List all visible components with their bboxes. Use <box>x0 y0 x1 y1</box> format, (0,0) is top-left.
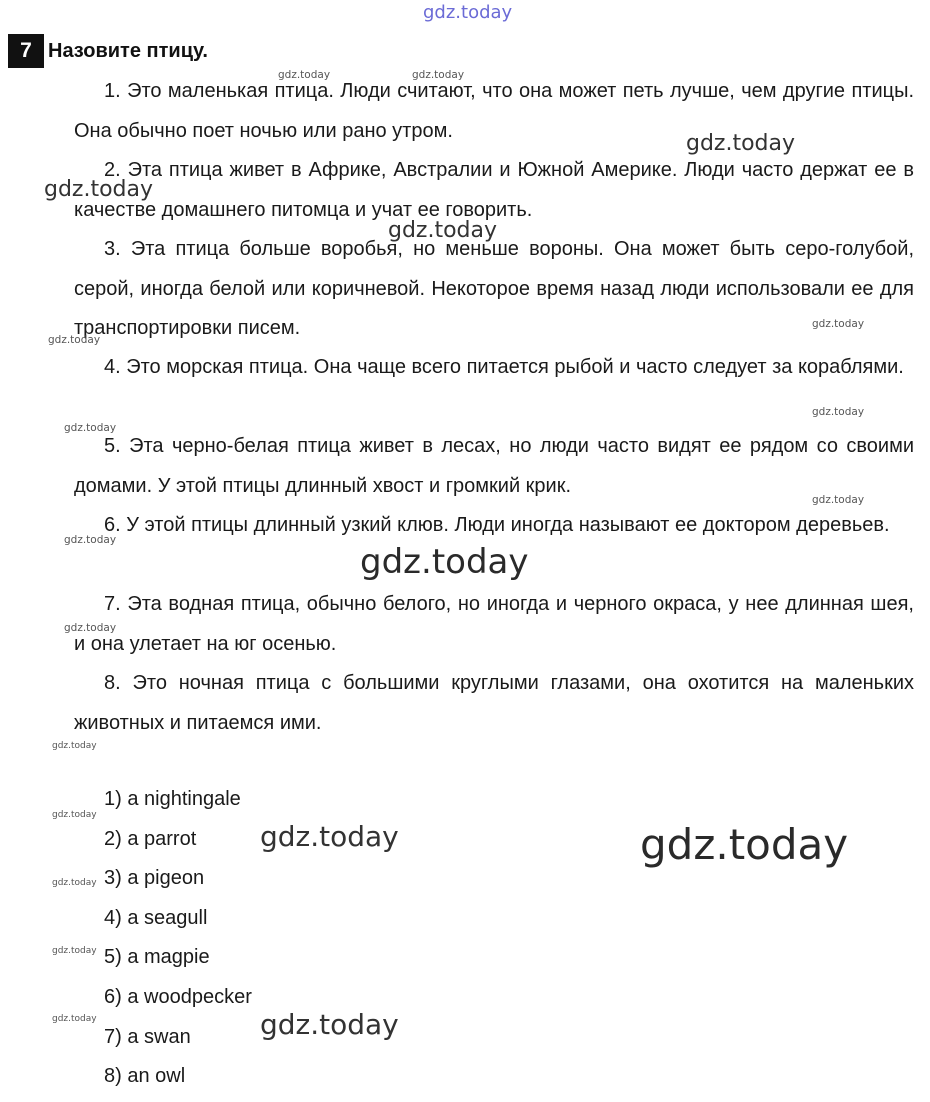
watermark: gdz.today <box>812 406 865 418</box>
watermark: gdz.today <box>412 69 465 81</box>
watermark: gdz.today <box>812 318 865 330</box>
answer-item: 2) a parrot <box>104 827 197 850</box>
item-number: 7. <box>104 593 121 615</box>
watermark: gdz.today <box>388 218 498 243</box>
list-item <box>74 427 914 506</box>
watermark: gdz.today <box>260 1008 399 1041</box>
item-text: Это ночная птица с большими круглыми глазами, она охотится на маленьких животных и питаемся ими. <box>74 672 915 734</box>
answer-item: 7) a swan <box>104 1025 191 1048</box>
list-item <box>74 585 914 664</box>
watermark: gdz.today <box>44 177 154 202</box>
watermark: gdz.today <box>260 820 399 853</box>
watermark: gdz.today <box>52 878 97 888</box>
task-title: Назовите птицу. <box>48 39 208 62</box>
item-text: Эта водная птица, обычно белого, но иногда и черного окраса, у нее длинная шея, и она улетает на юг осенью. <box>74 593 914 655</box>
item-number: 1. <box>104 80 121 102</box>
watermark: gdz.today <box>52 810 97 820</box>
item-text: Это маленькая птица. Люди считают, что она может петь лучше, чем другие птицы. Она обычно поет ночью или рано утром. <box>74 80 915 142</box>
answer-item: 5) a magpie <box>104 946 210 969</box>
answer-item: 1) a nightingale <box>104 788 241 810</box>
watermark: gdz.today <box>360 542 529 582</box>
item-text: У этой птицы длинный узкий клюв. Люди иногда называют ее доктором деревьев. <box>126 514 890 536</box>
watermark: gdz.today <box>640 820 849 869</box>
task-header <box>8 34 208 68</box>
watermark: gdz.today <box>52 946 97 956</box>
list-item <box>74 348 914 427</box>
answer-item: 6) a woodpecker <box>104 985 252 1008</box>
answer-item: 8) an owl <box>104 1065 186 1088</box>
list-item <box>74 664 914 743</box>
watermark: gdz.today <box>64 534 117 546</box>
watermark: gdz.today <box>64 622 117 634</box>
item-number: 8. <box>104 672 121 694</box>
watermark: gdz.today <box>52 741 97 751</box>
items-list <box>74 72 914 743</box>
item-number: 5. <box>104 435 121 457</box>
item-text: Эта птица живет в Африке, Австралии и Южной Америке. Люди часто держат ее в качестве домашнего питомца и учат ее говорить. <box>74 159 914 221</box>
item-text: Это морская птица. Она чаще всего питается рыбой и часто следует за кораблями. <box>126 356 904 378</box>
watermark: gdz.today <box>278 69 331 81</box>
watermark: gdz.today <box>48 334 101 346</box>
answer-item: 4) a seagull <box>104 906 208 929</box>
watermark: gdz.today <box>64 422 117 434</box>
watermark: gdz.today <box>686 131 796 156</box>
watermark-top: gdz.today <box>423 2 513 23</box>
item-number: 2. <box>104 159 121 181</box>
item-text: Эта черно-белая птица живет в лесах, но люди часто видят ее рядом со своими домами. У этой птицы длинный хвост и громкий крик. <box>74 435 914 497</box>
watermark: gdz.today <box>812 494 865 506</box>
watermark: gdz.today <box>52 1014 97 1024</box>
item-number: 6. <box>104 514 121 536</box>
item-number: 3. <box>104 238 121 260</box>
answer-item: 3) a pigeon <box>104 867 205 890</box>
item-number: 4. <box>104 356 121 378</box>
task-number-badge: 7 <box>8 34 44 68</box>
list-item <box>74 230 914 348</box>
item-text: Эта птица больше воробья, но меньше вороны. Она может быть серо-голубой, серой, иногда белой или коричневой. Некоторое время назад люди использовали ее для транспортировки писем. <box>74 238 915 339</box>
